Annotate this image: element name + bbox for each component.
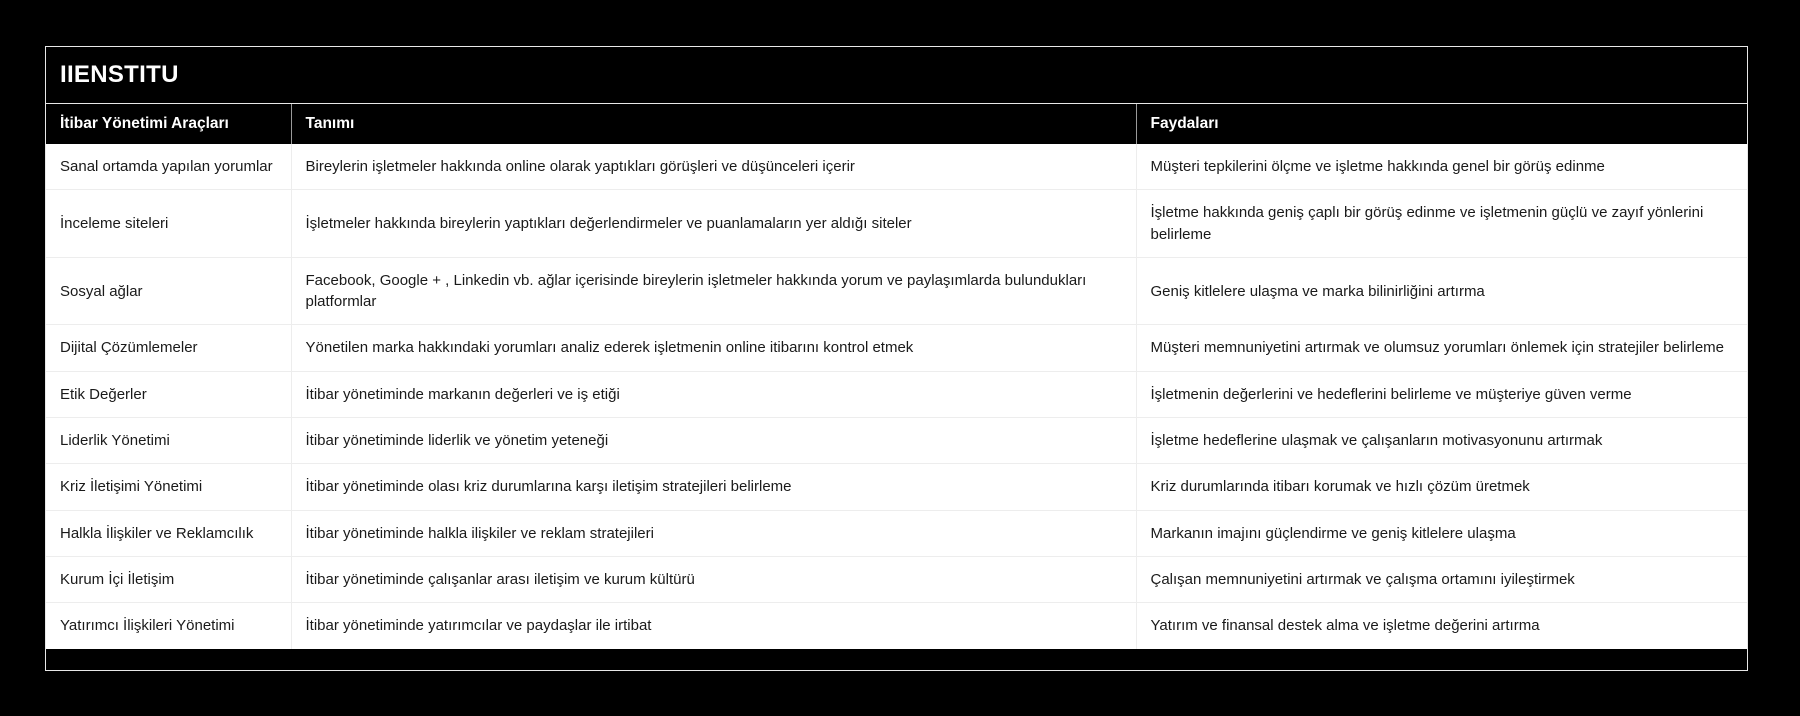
table-row [46,144,1748,190]
reputation-management-table-card [45,46,1748,671]
cell-definition: İtibar yönetiminde halkla ilişkiler ve reklam stratejileri [291,510,1136,556]
cell-definition: Yönetilen marka hakkındaki yorumları analiz ederek işletmenin online itibarını kontrol etmek [291,325,1136,371]
table-row [46,257,1748,325]
cell-benefits: İşletmenin değerlerini ve hedeflerini belirleme ve müşteriye güven verme [1136,371,1748,417]
column-header-tool: İtibar Yönetimi Araçları [46,104,291,144]
column-header-definition: Tanımı [291,104,1136,144]
cell-benefits: Müşteri tepkilerini ölçme ve işletme hakkında genel bir görüş edinme [1136,144,1748,190]
cell-tool: Sosyal ağlar [46,257,291,325]
table-header [46,104,1748,144]
cell-definition: İtibar yönetiminde yatırımcılar ve paydaşlar ile irtibat [291,603,1136,649]
cell-tool: Etik Değerler [46,371,291,417]
cell-definition: İtibar yönetiminde markanın değerleri ve iş etiği [291,371,1136,417]
cell-benefits: Markanın imajını güçlendirme ve geniş kitlelere ulaşma [1136,510,1748,556]
cell-benefits: Geniş kitlelere ulaşma ve marka bilinirliğini artırma [1136,257,1748,325]
table-row [46,190,1748,258]
cell-definition: İtibar yönetiminde liderlik ve yönetim yeteneği [291,418,1136,464]
table-row [46,418,1748,464]
cell-definition: İtibar yönetiminde olası kriz durumlarına karşı iletişim stratejileri belirleme [291,464,1136,510]
cell-benefits: Çalışan memnuniyetini artırmak ve çalışma ortamını iyileştirmek [1136,556,1748,602]
cell-tool: İnceleme siteleri [46,190,291,258]
table-header-row [46,104,1748,144]
cell-tool: Kriz İletişimi Yönetimi [46,464,291,510]
table-row [46,464,1748,510]
cell-tool: Kurum İçi İletişim [46,556,291,602]
table-row [46,603,1748,649]
cell-benefits: İşletme hakkında geniş çaplı bir görüş edinme ve işletmenin güçlü ve zayıf yönlerini belirleme [1136,190,1748,258]
cell-tool: Liderlik Yönetimi [46,418,291,464]
cell-benefits: Müşteri memnuniyetini artırmak ve olumsuz yorumları önlemek için stratejiler belirleme [1136,325,1748,371]
table-row [46,556,1748,602]
table-row [46,325,1748,371]
reputation-management-table [46,104,1748,649]
cell-definition: İtibar yönetiminde çalışanlar arası iletişim ve kurum kültürü [291,556,1136,602]
cell-definition: Facebook, Google + , Linkedin vb. ağlar içerisinde bireylerin işletmeler hakkında yorum ve paylaşımlarda bulundukları platformlar [291,257,1136,325]
cell-tool: Halkla İlişkiler ve Reklamcılık [46,510,291,556]
cell-tool: Yatırımcı İlişkileri Yönetimi [46,603,291,649]
cell-tool: Dijital Çözümlemeler [46,325,291,371]
cell-tool: Sanal ortamda yapılan yorumlar [46,144,291,190]
table-row [46,510,1748,556]
brand-header-bar [46,47,1747,104]
table-row [46,371,1748,417]
column-header-benefits: Faydaları [1136,104,1748,144]
cell-definition: İşletmeler hakkında bireylerin yaptıkları değerlendirmeler ve puanlamaların yer aldığı siteler [291,190,1136,258]
cell-definition: Bireylerin işletmeler hakkında online olarak yaptıkları görüşleri ve düşünceleri içerir [291,144,1136,190]
cell-benefits: Kriz durumlarında itibarı korumak ve hızlı çözüm üretmek [1136,464,1748,510]
table-body [46,144,1748,649]
cell-benefits: Yatırım ve finansal destek alma ve işletme değerini artırma [1136,603,1748,649]
brand-title: IIENSTITU [60,61,179,88]
cell-benefits: İşletme hedeflerine ulaşmak ve çalışanların motivasyonunu artırmak [1136,418,1748,464]
